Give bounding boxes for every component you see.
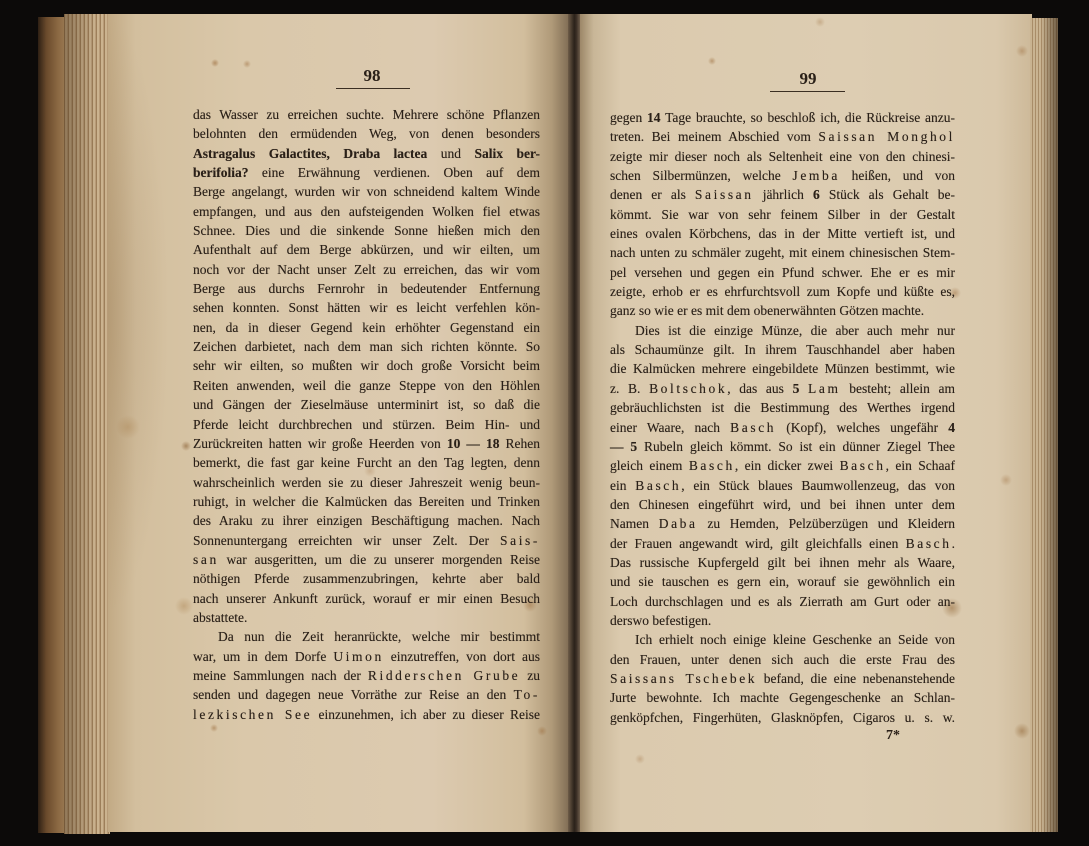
text-line: das Wasser zu erreichen suchte. Mehrere schöne Pflanzen xyxy=(193,107,540,122)
text-run xyxy=(799,381,808,396)
text-run: einer Waare, nach xyxy=(610,419,731,435)
text-run: gleich einem xyxy=(610,458,689,474)
text-run: z. B. xyxy=(610,380,650,396)
text-run: , ein Stück blaues Baumwollenzeug, das von xyxy=(681,477,955,493)
text-line: pel versehen und gegen ein Pfund schwer. Ehe er es mir xyxy=(610,264,955,280)
letterspaced-name: Basch xyxy=(688,458,735,474)
text-line: nen, da in dieser Gegend kein erhöhter Gegenstand ein xyxy=(193,319,540,335)
text-line xyxy=(193,666,540,685)
text-line xyxy=(610,379,955,398)
text-line: empfangen, und aus den aufsteigenden Wolken fiel etwas xyxy=(193,203,540,219)
antiqua-term: 10 — 18 xyxy=(446,435,500,451)
left-page-text xyxy=(193,105,540,724)
text-line: zeigte mir dieser noch als Seltenheit eine von den chinesi- xyxy=(610,148,955,164)
text-line: Jurte bewohnte. Ich machte Gegengeschenke an Schlan- xyxy=(610,690,955,706)
letterspaced-name: Basch xyxy=(730,419,777,435)
text-line: nöthigen Pferde zusammenzubringen, kehrte aber bald xyxy=(193,571,540,587)
text-line: wahrscheinlich werden sie zu dieser Jahreszeit wenig beun- xyxy=(193,474,540,490)
text-line: belohnten den ermüdenden Weg, von denen besonders xyxy=(193,126,540,142)
page-number: 99 xyxy=(799,69,817,88)
letterspaced-name: Basch xyxy=(635,477,682,493)
text-run: zu Hemden, Pelzüberzügen und Kleidern xyxy=(697,516,956,532)
text-run: Sonnenuntergang erreichten wir unser Zelt. Der xyxy=(193,532,500,548)
text-line xyxy=(193,163,540,182)
text-run: war ausgeritten, um die zu unserer morgenden Reise xyxy=(218,551,540,567)
letterspaced-name: Uimon xyxy=(333,648,384,664)
text-line: Dies ist die einzige Münze, die aber auch mehr nur xyxy=(635,322,955,338)
page-number-rule xyxy=(770,91,845,92)
text-line: den Frauen, unter denen sich auch die erste Frau des xyxy=(610,651,955,667)
text-run: befand, die eine nebenanstehende xyxy=(757,670,955,686)
text-line: Berge angelangt, wurden wir von schneidend kaltem Winde xyxy=(193,184,540,200)
text-line xyxy=(610,418,955,437)
antiqua-term: 4 xyxy=(948,419,955,435)
text-run: und xyxy=(427,145,475,161)
letterspaced-name: Sais- xyxy=(500,532,540,548)
text-line: ruhigt, in welcher die Kalmücken das Bereiten und Trinken xyxy=(193,493,540,509)
letterspaced-name: Saissans Tschebek xyxy=(610,670,758,686)
text-run: Rubeln gleich kömmt. So ist ein dünner Ziegel Thee xyxy=(637,438,956,454)
text-line: Schnee. Dies und die sinkende Sonne hießen mich den xyxy=(193,223,540,239)
text-line xyxy=(193,144,540,163)
left-page-edges xyxy=(64,14,110,834)
text-run: ein xyxy=(610,477,636,493)
text-run: heißen, und von xyxy=(839,168,955,184)
letterspaced-name: Jemba xyxy=(792,168,840,184)
right-page xyxy=(580,14,1032,832)
text-run: , ein dicker zwei xyxy=(734,458,840,474)
letterspaced-name: Boltschok xyxy=(649,380,728,396)
text-line: Zeichen darbietet, nach dem man sich richten könnte. So xyxy=(193,339,540,355)
text-line: Ich erhielt noch einige kleine Geschenke an Seide von xyxy=(635,632,955,648)
text-run: , das aus xyxy=(727,380,793,396)
text-line: derswo befestigen. xyxy=(610,612,712,628)
text-run: senden und dagegen neue Vorräthe zur Reise an den xyxy=(193,687,514,703)
letterspaced-name: san xyxy=(193,551,219,567)
text-line xyxy=(610,534,955,553)
text-line: sehr wir eilten, so mußten wir doch große Vorsicht beim xyxy=(193,358,540,374)
text-run: Tage brauchte, so beschloß ich, die Rückreise anzu- xyxy=(660,110,955,125)
right-page-text xyxy=(610,108,955,727)
text-run: meine Sammlungen nach der xyxy=(193,667,368,683)
text-line: den Chinesen eingeführt wird, und bei ihnen unter dem xyxy=(610,496,955,512)
text-line xyxy=(193,647,540,666)
text-run: der Frauen angewandt wird, gilt gleichfalls einen xyxy=(610,535,906,551)
letterspaced-name: Daba xyxy=(658,516,698,532)
letterspaced-name: To- xyxy=(513,687,540,703)
text-line xyxy=(610,185,955,204)
text-line: sehen konnten. Sonst hätten wir es leicht verfehlen kön- xyxy=(193,300,540,316)
letterspaced-name: Saissan Monghol xyxy=(818,129,955,145)
letterspaced-name: Basch xyxy=(839,458,886,474)
antiqua-term: Salix ber- xyxy=(474,145,540,161)
letterspaced-name: Saissan xyxy=(694,187,754,203)
text-line: Pferde leicht durchbrechen und stürzen. Beim Hin- und xyxy=(193,416,540,432)
text-line: die Kalmücken mehrere eingebildete Münzen bestimmt, wie xyxy=(610,361,955,377)
text-run: (Kopf), welches ungefähr xyxy=(776,419,949,435)
text-line: nach unserer Ankunft zurück, worauf er mir einen Besuch xyxy=(193,590,540,606)
text-line: noch vor der Nacht unser Zelt zu erreichen, das wir vom xyxy=(193,261,540,277)
text-line: Berge aus durchs Fernrohr in bedeutender Entfernung xyxy=(193,281,540,297)
text-line xyxy=(193,434,540,453)
text-line: zeigte, erhob er es ehrfurchtsvoll zum Kopfe und küßte es, xyxy=(610,284,955,300)
text-line: genköpfchen, Fingerhüten, Glasknöpfen, Cigaros u. s. w. xyxy=(610,709,955,725)
text-run: Stück als Gehalt be- xyxy=(819,187,955,203)
text-run: . xyxy=(951,535,955,551)
text-line xyxy=(610,166,955,185)
text-run: Rehen xyxy=(499,435,541,451)
text-line: eines ovalen Körbchens, das in der Mitte vertieft ist, und xyxy=(610,226,955,242)
text-run: Zurückreiten hatten wir große Heerden von xyxy=(193,435,447,451)
letterspaced-name: lezkischen See xyxy=(193,706,313,722)
antiqua-term: 5 xyxy=(792,380,800,396)
text-line xyxy=(610,456,955,475)
text-run: Namen xyxy=(610,516,659,532)
letterspaced-name: Basch xyxy=(905,535,952,551)
antiqua-term: 14 xyxy=(647,110,661,125)
text-run: , ein Schaaf xyxy=(885,458,955,474)
text-line xyxy=(193,685,540,704)
right-page-edges xyxy=(1030,18,1058,832)
text-line xyxy=(610,669,955,688)
text-run: einzutreffen, von dort aus xyxy=(383,648,540,664)
text-line: und Gängen der Zieselmäuse unterminirt ist, so daß die xyxy=(193,397,540,413)
book-cover-edge xyxy=(38,17,66,833)
text-run: besteht; allein am xyxy=(840,380,956,396)
text-run: einzunehmen, ich aber zu dieser Reise xyxy=(312,706,540,722)
text-run: zu xyxy=(520,667,541,683)
text-run: denen er als xyxy=(610,187,695,203)
letterspaced-name: Ridderschen Grube xyxy=(367,667,521,683)
text-line: Das russische Kupfergeld gilt bei ihnen mehr als Waare, xyxy=(610,554,955,570)
text-line: als Schaumünze gilt. In ihrem Tauschhandel aber haben xyxy=(610,342,955,358)
text-run: treten. Bei meinem Abschied vom xyxy=(610,129,819,145)
text-line: ganz so wie er es mit dem obenerwähnten Götzen machte. xyxy=(610,303,925,319)
text-line: bemerkt, die fast gar keine Furcht an den Tag legten, denn xyxy=(193,455,540,471)
text-line: und sie tauschen es gern ein, worauf sie gewöhnlich ein xyxy=(610,574,955,590)
text-line: kömmt. Sie war von sehr feinem Silber in der Gestalt xyxy=(610,206,955,222)
page-number: 98 xyxy=(363,66,381,85)
text-line xyxy=(610,108,955,127)
left-page xyxy=(108,14,570,832)
text-line: Reiten anwenden, weil die ganze Steppe von den Höhlen xyxy=(193,377,540,393)
text-run: jährlich xyxy=(753,187,813,203)
text-line xyxy=(610,514,955,533)
text-line: gebräuchlichsten ist die Bestimmung des Werthes irgend xyxy=(610,400,955,416)
text-line xyxy=(193,550,540,569)
text-line: Da nun die Zeit heranrückte, welche mir bestimmt xyxy=(218,629,540,645)
text-run: schen Silbermünzen, welche xyxy=(610,168,793,184)
text-run: war, um in dem Dorfe xyxy=(193,648,334,664)
antiqua-term: — 5 xyxy=(610,438,638,454)
text-line: Aufenthalt auf dem Berge abkürzen, und wir eilten, um xyxy=(193,242,540,258)
text-run: gegen xyxy=(610,110,648,125)
text-line: Loch durchschlagen und es als Zierrath am Gurt oder an- xyxy=(610,593,955,609)
page-number-rule xyxy=(336,88,410,89)
text-line xyxy=(610,127,955,146)
text-line: des Araku zu ihrer einzigen Beschäftigung machen. Nach xyxy=(193,513,540,529)
antiqua-term: berifolia? xyxy=(193,165,249,181)
letterspaced-name: Lam xyxy=(808,380,841,396)
antiqua-term: 6 xyxy=(813,187,820,203)
antiqua-term: Astragalus Galactites, Draba lactea xyxy=(193,145,428,161)
text-line: nach unten zu schmäler zugeht, mit einem chinesischen Stem- xyxy=(610,245,955,261)
text-line xyxy=(610,437,955,456)
signature-mark: 7* xyxy=(886,728,900,743)
text-line xyxy=(610,476,955,495)
text-run: eine Erwähnung verdienen. Oben auf dem xyxy=(248,165,540,181)
text-line: abstattete. xyxy=(193,609,248,625)
text-line xyxy=(193,705,540,724)
text-line xyxy=(193,531,540,550)
